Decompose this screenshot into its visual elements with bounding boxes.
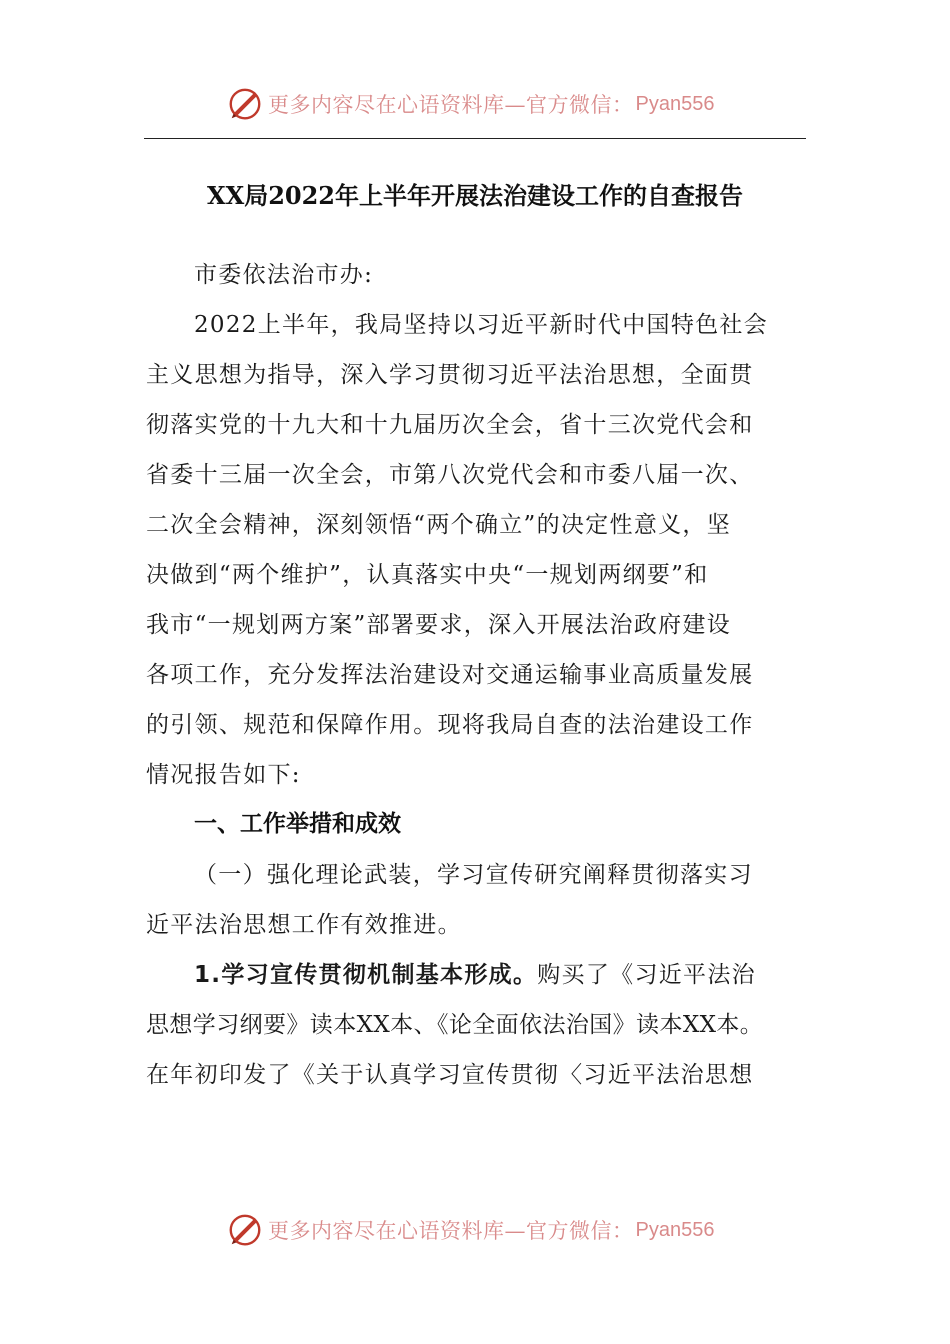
intro-line: 情况报告如下: bbox=[146, 762, 301, 788]
header-divider bbox=[144, 138, 806, 139]
pen-logo-icon bbox=[226, 1211, 264, 1249]
intro-line: 我市“一规划两方案”部署要求，深入开展法治政府建设 bbox=[146, 612, 732, 638]
salutation: 市委依法治市办: bbox=[194, 262, 374, 288]
item-line: 思想学习纲要》读本XX本、《论全面依法治国》读本XX本。 bbox=[146, 1012, 764, 1038]
watermark-text: 更多内容尽在心语资料库—官方微信： bbox=[268, 93, 634, 117]
subsection-line: 近平法治思想工作有效推进。 bbox=[146, 912, 462, 938]
item-lead-tail: 购买了《习近平法治 bbox=[537, 962, 756, 988]
watermark-footer bbox=[226, 1208, 714, 1252]
section-heading: 一、工作举措和成效 bbox=[194, 811, 401, 837]
intro-line: 决做到“两个维护”，认真落实中央“一规划两纲要”和 bbox=[146, 562, 709, 588]
watermark-header bbox=[226, 82, 714, 126]
watermark-wechat-id: Pyan556 bbox=[635, 1218, 715, 1241]
subsection-line: （一）强化理论武装，学习宣传研究阐释贯彻落实习 bbox=[194, 862, 753, 888]
intro-line: 2022上半年，我局坚持以习近平新时代中国特色社会 bbox=[194, 312, 769, 338]
watermark-text: 更多内容尽在心语资料库—官方微信： bbox=[268, 1219, 634, 1243]
intro-line: 主义思想为指导，深入学习贯彻习近平法治思想，全面贯 bbox=[146, 362, 754, 388]
item-line bbox=[194, 956, 756, 989]
intro-line: 二次全会精神，深刻领悟“两个确立”的决定性意义，坚 bbox=[146, 512, 732, 538]
intro-line: 的引领、规范和保障作用。现将我局自查的法治建设工作 bbox=[146, 712, 754, 738]
item-lead: 1.学习宣传贯彻机制基本形成。 bbox=[194, 962, 538, 988]
watermark-wechat-id: Pyan556 bbox=[635, 92, 715, 115]
intro-line: 省委十三届一次全会，市第八次党代会和市委八届一次、 bbox=[146, 462, 754, 488]
item-line: 在年初印发了《关于认真学习宣传贯彻〈习近平法治思想 bbox=[146, 1062, 754, 1088]
intro-line: 彻落实党的十九大和十九届历次全会，省十三次党代会和 bbox=[146, 412, 754, 438]
intro-line: 各项工作，充分发挥法治建设对交通运输事业高质量发展 bbox=[146, 662, 754, 688]
document-title: XX局2022年上半年开展法治建设工作的自查报告 bbox=[206, 181, 744, 210]
pen-logo-icon bbox=[226, 85, 264, 123]
